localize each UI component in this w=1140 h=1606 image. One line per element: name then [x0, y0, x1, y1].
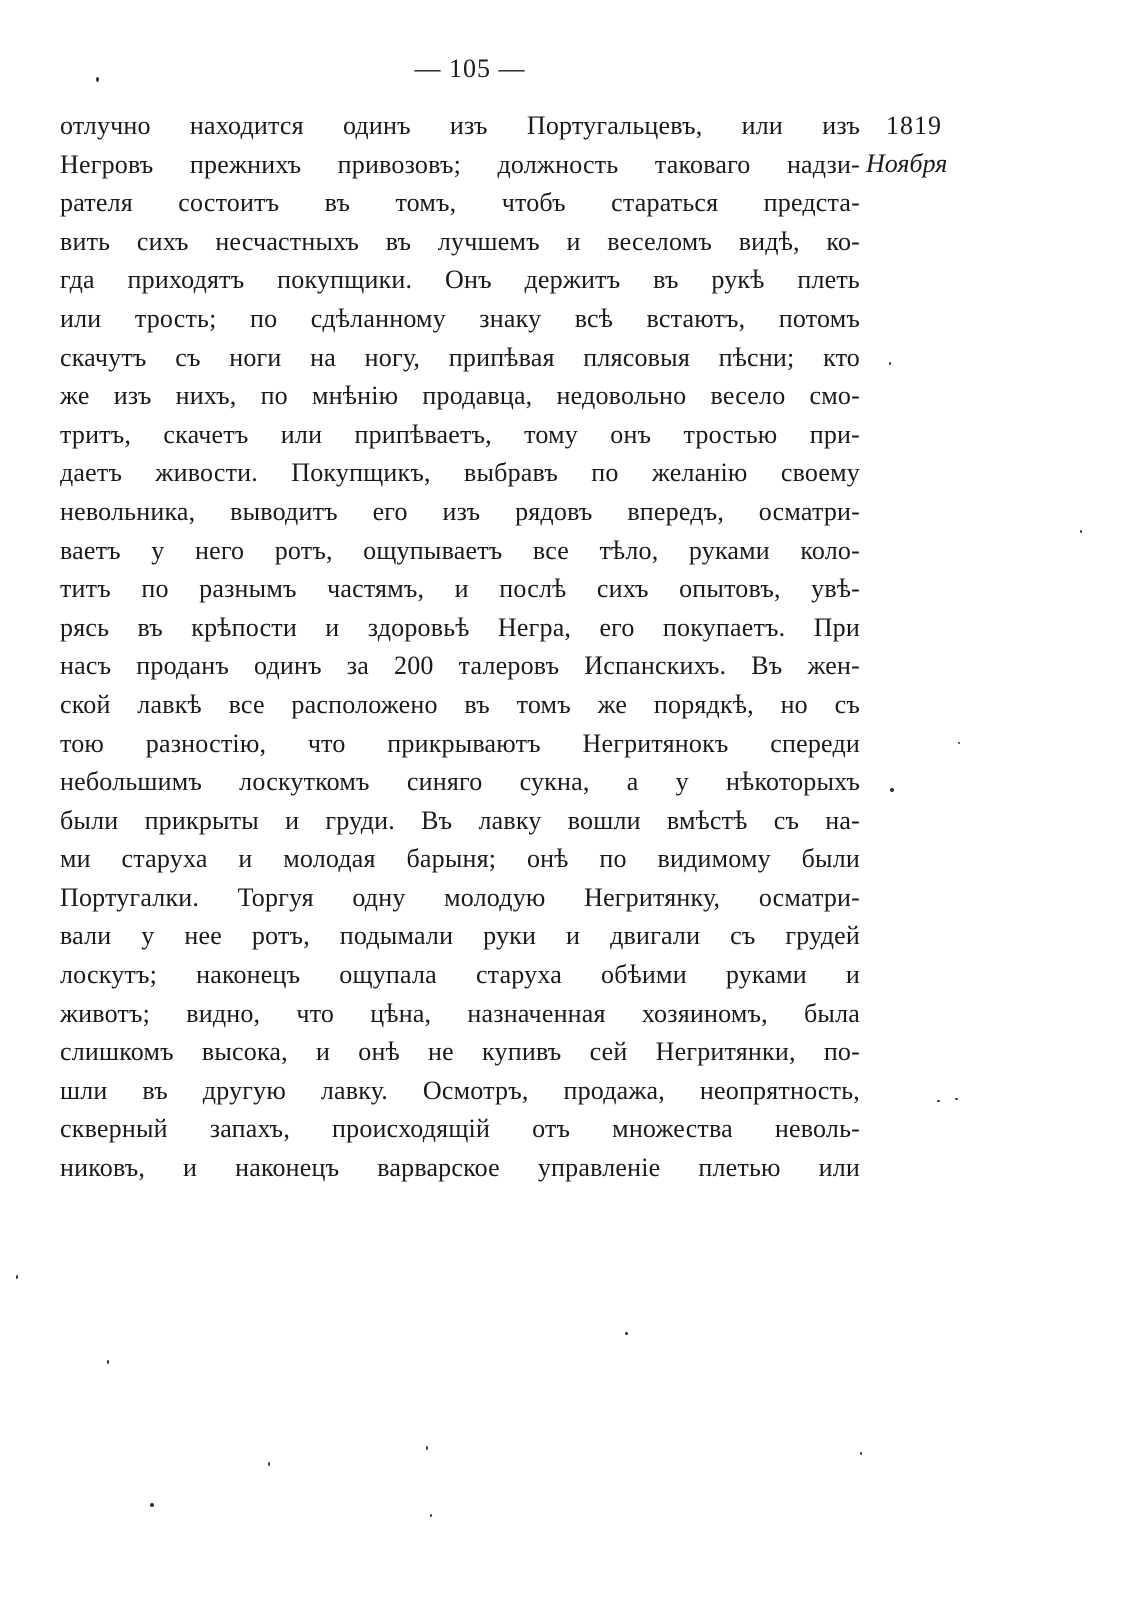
body-text [60, 107, 860, 1188]
scan-speck [937, 1100, 940, 1102]
text-line: даетъ живости. Покупщикъ, выбравъ по желанію своему [60, 458, 860, 488]
text-line: рателя состоитъ въ томъ, чтобъ стараться предста- [60, 188, 860, 218]
text-line: титъ по разнымъ частямъ, и послѣ сихъ опытовъ, увѣ- [60, 574, 860, 604]
scan-speck [1080, 530, 1082, 533]
scan-speck [96, 77, 99, 82]
text-line: рясь въ крѣпости и здоровьѣ Негра, его покупаетъ. При [60, 612, 860, 642]
scan-speck [860, 1452, 862, 1455]
scan-speck [625, 1332, 628, 1335]
text-line: тритъ, скачетъ или припѣваетъ, тому онъ тростью при- [60, 419, 860, 449]
text-line: ми старуха и молодая барыня; онѣ по видимому были [60, 844, 860, 874]
text-line: небольшимъ лоскуткомъ синяго сукна, а у нѣкоторыхъ [60, 767, 860, 797]
page-number: — 105 — [414, 54, 526, 83]
scan-speck [268, 1462, 270, 1466]
scan-speck [430, 1514, 432, 1517]
scan-speck [107, 1360, 109, 1364]
scan-speck [890, 788, 894, 792]
text-line: животъ; видно, что цѣна, назначенная хозяиномъ, была [60, 998, 860, 1028]
text-line: лоскутъ; наконецъ ощупала старуха обѣими руками и [60, 960, 860, 990]
text-line: были прикрыты и груди. Въ лавку вошли вмѣстѣ съ на- [60, 805, 860, 835]
text-line: насъ проданъ одинъ за 200 талеровъ Испанскихъ. Въ жен- [60, 651, 860, 681]
text-line: Негровъ прежнихъ привозовъ; должность таковаго надзи- [60, 149, 860, 179]
text-line: скверный запахъ, происходящій отъ множества неволь- [60, 1114, 860, 1144]
text-line: вали у нее ротъ, подымали руки и двигали съ грудей [60, 921, 860, 951]
scan-speck [16, 1275, 18, 1279]
text-line: Португалки. Торгуя одну молодую Негритянку, осматри- [60, 882, 860, 912]
scan-speck [150, 1503, 154, 1507]
text-line: ской лавкѣ все расположено въ томъ же порядкѣ, но съ [60, 689, 860, 719]
text-line: шли въ другую лавку. Осмотръ, продажа, неопрятность, [60, 1075, 860, 1105]
margin-month: Ноября [866, 149, 948, 178]
text-line: отлучно находится одинъ изъ Португальцевъ, или изъ [60, 111, 860, 140]
text-line: никовъ, и наконецъ варварское управленіе плетью или [60, 1153, 860, 1183]
text-line: слишкомъ высока, и онѣ не купивъ сей Негритянки, по- [60, 1037, 860, 1067]
scan-speck [958, 742, 960, 744]
text-line: скачутъ съ ноги на ногу, припѣвая плясовыя пѣсни; кто [60, 342, 860, 372]
text-line: гда приходятъ покупщики. Онъ держитъ въ рукѣ плеть [60, 265, 860, 295]
scan-speck [955, 1098, 958, 1100]
text-line: ваетъ у него ротъ, ощупываетъ все тѣло, руками коло- [60, 535, 860, 565]
text-line: тою разностію, что прикрываютъ Негритянокъ спереди [60, 728, 860, 758]
text-line: или трость; по сдѣланному знаку всѣ встаютъ, потомъ [60, 303, 860, 333]
text-line: же изъ нихъ, по мнѣнію продавца, недовольно весело смо- [60, 381, 860, 411]
scan-speck [426, 1446, 428, 1450]
margin-year: 1819 [886, 111, 942, 140]
text-line: невольника, выводитъ его изъ рядовъ впередъ, осматри- [60, 496, 860, 526]
text-line: вить сихъ несчастныхъ въ лучшемъ и веселомъ видѣ, ко- [60, 226, 860, 256]
scan-speck [889, 362, 891, 365]
